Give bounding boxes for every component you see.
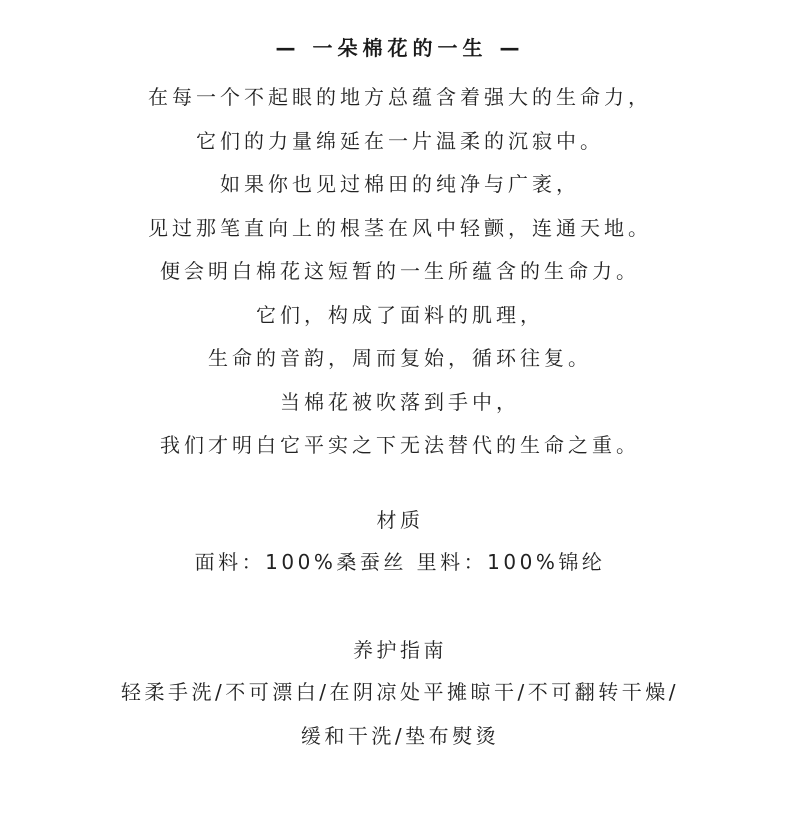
care-guide-section [0,635,800,758]
poem-line: 便会明白棉花这短暂的一生所蕴含的生命力。 [160,259,640,283]
poem-line: 它们的力量绵延在一片温柔的沉寂中。 [196,128,604,153]
poem-line: 如果你也见过棉田的纯净与广袤， [220,172,580,196]
care-guide-heading: 养护指南 [353,638,447,662]
poem-line: 它们，构成了面料的肌理， [256,302,544,327]
care-instruction-line: 缓和干洗/垫布熨烫 [300,723,500,748]
poem-line: 在每一个不起眼的地方总蕴含着强大的生命力， [148,85,652,109]
care-instruction-line: 轻柔手洗/不可漂白/在阴凉处平摊晾干/不可翻转干燥/ [121,680,679,704]
page-title: — 一朵棉花的一生 — [275,36,525,60]
poem-line: 生命的音韵，周而复始，循环往复。 [208,346,592,370]
poem-line: 见过那笔直向上的根茎在风中轻颤，连通天地。 [148,215,652,240]
material-text: 面料：100%桑蚕丝 里料：100%锦纶 [194,550,606,574]
poem-section [0,76,800,468]
poem-line: 当棉花被吹落到手中， [280,389,520,414]
poem-line: 我们才明白它平实之下无法替代的生命之重。 [160,433,640,457]
material-heading: 材质 [376,508,424,532]
material-section [0,505,800,577]
